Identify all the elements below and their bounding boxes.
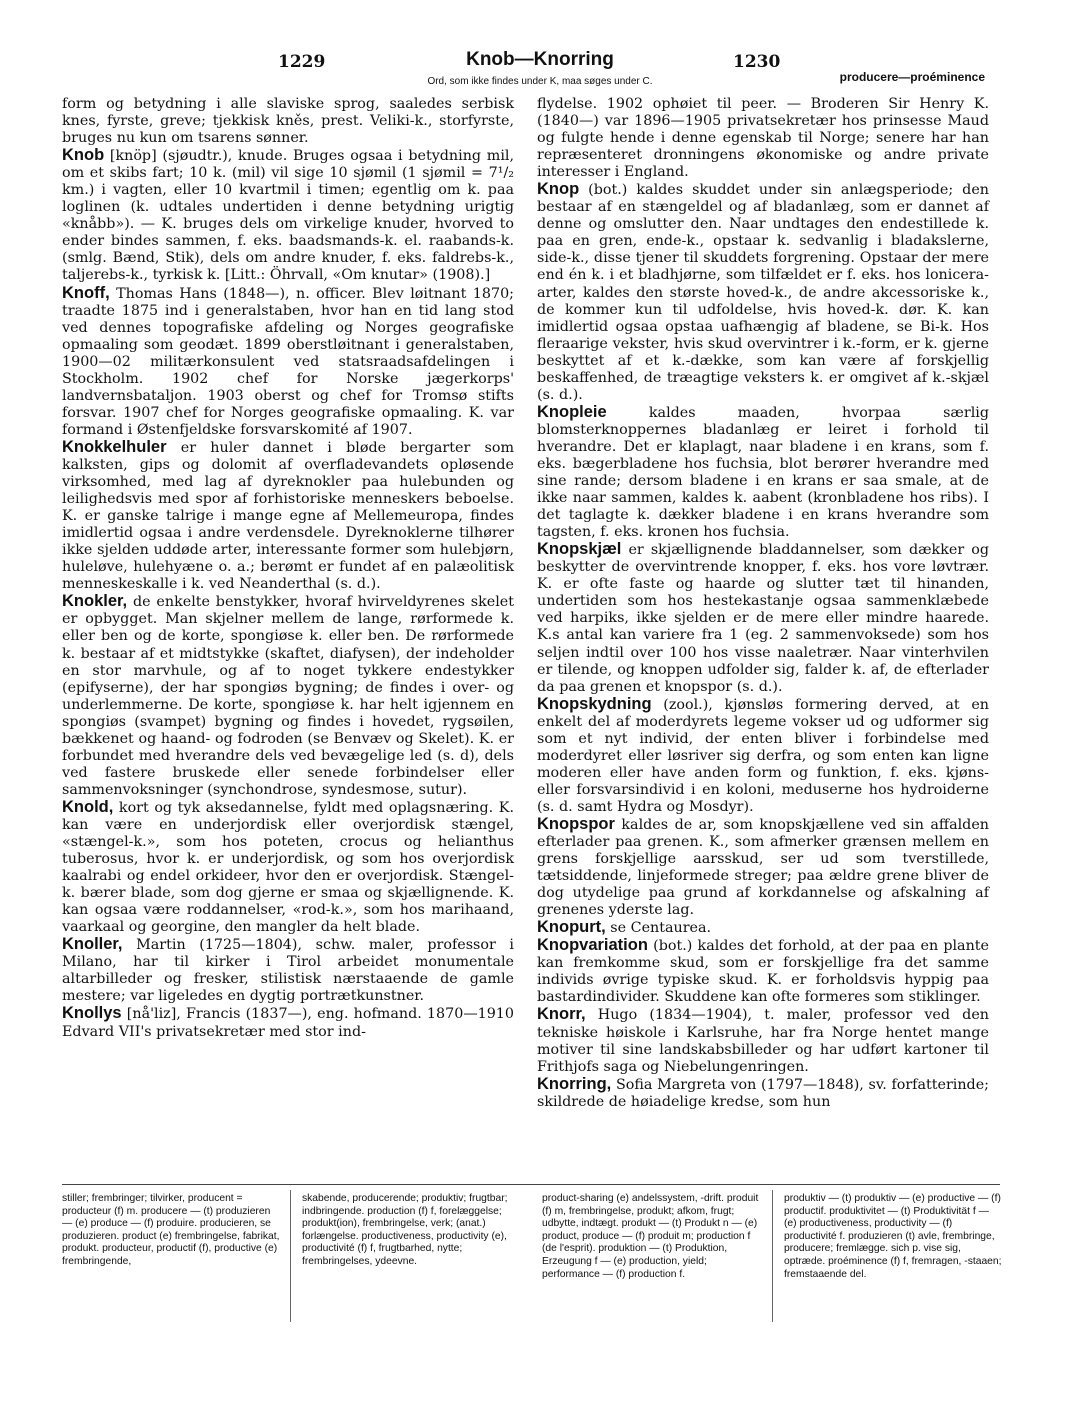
headword: Knold, bbox=[62, 797, 114, 816]
headword: Knoff, bbox=[62, 283, 110, 302]
entry-knopvariation: Knopvariation (bot.) kaldes det forhold, at der paa en plante kan fremkomme skud, som er forskjellige fra det samme individs øvrige typiske skud. K. er forholdsvis hyppig paa bastardindivider. Skuddene kan ofte formeres som stiklinger. bbox=[537, 936, 989, 1006]
glossary-column-4: produktiv — (t) produktiv — (e) productive — (f) productif. produktivitet — (t) Produktivität f — (e) productiveness, productivity — (f) productivité f. produzieren (t) avle, frembringe, producere; fremlægge. sich p. vise sig, optræde. proéminence (f) f, fremragen, -staaen; fremstaaende del. bbox=[784, 1193, 1002, 1280]
headword: Knollys bbox=[62, 1004, 122, 1023]
headword: Knopskjæl bbox=[537, 540, 622, 559]
entry-knopurt: Knopurt, se Centaurea. bbox=[537, 918, 712, 937]
headword: Knopskydning bbox=[537, 694, 652, 713]
page-number-right: 1230 bbox=[733, 52, 781, 72]
headword: Knopleie bbox=[537, 402, 607, 421]
entry-knokkelhuler: Knokkelhuler er huler dannet i bløde bergarter som kalksten, gips og dolomit af overfladevandets opløsende virksomhed, med lag af dyreknokler paa hulebunden og leilighedsvis med spor af forhistoriske menneskers beboelse. K. er ganske talrige i mange egne af Mellemeuropa, findes imidlertid ogsaa i andre verdensdele. Dyreknoklerne tilhører ikke sjelden uddøde arter, interessante former som hulebjørn, huleløve, hulehyæne o. a.; berømt er fundet af en palæolitisk menneskeskalle i k. ved Neanderthal (s. d.). bbox=[62, 437, 514, 593]
right-text-column bbox=[537, 96, 989, 1111]
entry-knorring: Knorring, Sofia Margreta von (1797—1848), sv. forfatterinde; skildrede de høiadelige kredse, som hun bbox=[537, 1074, 989, 1110]
page-number-left: 1229 bbox=[278, 52, 326, 72]
glossary-divider bbox=[62, 1184, 1000, 1185]
entry-knopskydning: Knopskydning (zool.), kjønsløs formering derved, at en enkelt del af moderdyrets legeme vokser ud og udformer sig som et nyt individ, der enten bliver i forbindelse med moderdyret eller løsriver sig derfra, og som enten kan ligne moderen eller have anden form og funktion, f. eks. kjøns- eller forsvarsindivid i en koloni, meduserne hos hydroiderne (s. d. samt Hydra og Mosdyr). bbox=[537, 694, 989, 815]
entry-knorr: Knorr, Hugo (1834—1904), t. maler, professor ved den tekniske høiskole i Karlsruhe, har fra Norge hentet mange motiver til sine landskabsbilleder og har udført kartoner til Frithjofs saga og Niebelungenringen. bbox=[537, 1005, 990, 1075]
headword: Knopvariation bbox=[537, 936, 648, 955]
headword: Knoller, bbox=[62, 935, 123, 954]
left-text-column bbox=[62, 96, 514, 1041]
headword: Knopspor bbox=[537, 814, 615, 833]
entry-knoller: Knoller, Martin (1725—1804), schw. maler, professor i Milano, har til kirker i Tirol arbeidet monumentale altarbilleder og fresker, stilistisk nærstaaende de gamle mestere; var ligeledes en dygtig portrætkunstner. bbox=[62, 935, 515, 1005]
glossary-column-2: skabende, producerende; produktiv; frugtbar; indbringende. production (f) f, forelæggelse; produkt(ion), frembringelse, verk; (anat.) forlængelse. productiveness, productivity (e), productivité (f) f, frugtbarhed, nytte; frembringelses, ydeevne. bbox=[302, 1193, 508, 1267]
column-rule bbox=[290, 1190, 291, 1322]
entry-knollys: Knollys [nå'liz], Francis (1837—), eng. hofmand. 1870—1910 Edvard VII's privatsekretær med stor ind- bbox=[62, 1004, 515, 1040]
glossary-running-head: producere—proéminence bbox=[839, 70, 985, 84]
headword: Knorr, bbox=[537, 1005, 586, 1024]
running-title: Knob—Knorring bbox=[466, 49, 614, 70]
entry-knopskjael: Knopskjæl er skjællignende bladdannelser, som dækker og beskytter de overvintrende knopper, f. eks. hos vore løvtrær. K. er ofte faste og haarde og slutter tæt til hinanden, undertiden som hos hestekastanje ogsaa sammenklæbede ved harpiks, ikke sjelden er de mere eller mindre haarede. K.s antal kan variere fra 1 (eg. 2 sammenvoksede) som hos seljen indtil over 100 hos visse naaletrær. Naar vinterhvilen er tilende, og knoppen udfolder sig, falder k. af, de efterlader da paa grenen et knopspor (s. d.). bbox=[537, 540, 989, 695]
entry-knop: Knop (bot.) kaldes skuddet under sin anlægsperiode; den bestaar af en stængeldel og af bladanlæg, som er dannet af denne og omslutter den. Naar undtages den endestillede k. paa en gren, ende-k., opstaar k. sedvanlig i bladakslerne, side-k., disse tjener til skuddets forgrening. Opstaar der mere end én k. i et bladhjørne, som tilfældet er f. eks. hos lonicera-arter, kaldes den største hoved-k., de andre akcessoriske k., de kommer kun til udfoldelse, hvis hoved-k. dør. K. kan imidlertid ogsaa opstaa uafhængig af bladene, se Bi-k. Hos fleraarige vekster, hvis skud overvintrer i k.-form, er k. gjerne beskyttet af et k.-dække, som kan være af forskjellig beskaffenhed, de træagtige veksters k. er omgivet af k.-skjæl (s. d.). bbox=[537, 180, 989, 403]
headword: Knop bbox=[537, 180, 580, 199]
entry-knokler: Knokler, de enkelte benstykker, hvoraf hvirveldyrenes skelet er opbygget. Man skjelner mellem de lange, rørformede k. eller ben og de korte, spongiøse k. eller ben. De rørformede k. bestaar af et midtstykke (skaftet, diafysen), der indeholder en stor marvhule, og af to noget tykkere endestykker (epifyserne), der har spongiøs bygning; de findes i over- og underlemmerne. De korte, spongiøse k. har helt igjennem en spongiøs (svampet) bygning og findes i hovedet, rygsøilen, bækkenet og haand- og fodroden (se Benvæv og Skelet). K. er forbundet med hverandre dels ved bevægelige led (s. d), dels ved fastere bruskede eller senede forbindelser eller sammenvoksninger (synchondrose, syndesmose, sutur). bbox=[62, 592, 514, 798]
entry-knopleie: Knopleie kaldes maaden, hvorpaa særlig blomsterknoppernes bladanlæg er leiret i forhold til hverandre. Det er klaplagt, naar bladene i en krans, som f. eks. bægerbladene hos fuchsia, blot berører hverandre med sine rande; dersom bladene i en krans er saa smale, at de ikke naar sammen, kaldes k. aabent (kronbladene hos ribs). I det taglagte k. dækker bladene i en krans hverandre som tagsten, f. eks. kronen hos fuchsia. bbox=[537, 402, 989, 541]
headword: Knokler, bbox=[62, 592, 128, 611]
column-rule bbox=[772, 1190, 773, 1322]
headword: Knopurt, bbox=[537, 918, 606, 937]
running-subtitle: Ord, som ikke findes under K, maa søges under C. bbox=[427, 76, 653, 87]
glossary-column-1: stiller; frembringer; tilvirker, producent = producteur (f) m. producere — (t) produzieren — (e) produce — (f) produire. producieren, se produzieren. product (e) frembringelse, fabrikat, produkt. producteur, productif (f), productive (e) frembringende, bbox=[62, 1193, 280, 1267]
headword: Knob bbox=[62, 146, 105, 165]
glossary-column-3: product-sharing (e) andelssystem, -drift. produit (f) m, frembringelse, produkt; afkom, frugt; udbytte, indtægt. produkt — (t) Produkt n — (e) product, produce — (f) produit m; production f (de l'esprit). produktion — (t) Produktion, Erzeugung f — (e) production, yield; performance — (f) production f. bbox=[542, 1193, 759, 1280]
entry-knoff: Knoff, Thomas Hans (1848—), n. officer. Blev løitnant 1870; traadte 1875 ind i generalstaben, hvor han en tid lang stod ved dennes topografiske afdeling og Norges geografiske opmaaling som geodæt. 1899 oberstløitnant i generalstaben, 1900—02 militærkonsulent ved statsraadsafdelingen i Stockholm. 1902 chef for Norske jægerkorps' landvernsbataljon. 1903 oberst og chef for Tromsø stifts forsvar. 1907 chef for Norges geografiske opmaaling. K. var formand i Østenfjeldske forsvarskomité af 1907. bbox=[62, 283, 514, 438]
entry-knold: Knold, kort og tyk aksedannelse, fyldt med oplagsnæring. K. kan være en underjordisk eller overjordisk stængel, «stængel-k.», som hos poteten, crocus og helianthus tuberosus, hvor k. er underjordisk, og som hos overjordisk kaalrabi og endel orkideer, hvor den er overjordisk. Stængel-k. bærer blade, som dog gjerne er smaa og skjællignende. K. kan ogsaa være roddannelser, «rod-k.», som hos marihaand, vaarkaal og georgine, den mangler da helt blade. bbox=[62, 797, 514, 936]
entry-knob: Knob [knöp] (sjøudtr.), knude. Bruges ogsaa i betydning mil, om et skibs fart; 10 k. (mil) vil sige 10 sjømil (1 sjømil = 7¹/₂ km.) i vagten, eller 10 kvartmil i timen; egentlig om k. paa loglinen (k. udtales undertiden i denne betydning urigtig «knåbb»). — K. bruges dels om virkelige knuder, hvorved to ender bindes sammen, f. eks. baadsmands-k. el. raabands-k. (smlg. Bænd, Stik), dels om andre knuder, f. eks. faldrebs-k., taljerebs-k., tyrkisk k. [Litt.: Öhrvall, «Om knutar» (1908).] bbox=[62, 146, 515, 284]
headword: Knokkelhuler bbox=[62, 437, 167, 456]
entry-continuation: flydelse. 1902 ophøiet til peer. — Broderen Sir Henry K. (1840—) var 1896—1905 privatsekretær hos prinsesse Maud og fulgte hende i denne egenskab til Norge; senere har han repræsenteret dronningens økonomiske og andre private interesser i England. bbox=[537, 96, 989, 181]
entry-continuation: form og betydning i alle slaviske sprog, saaledes serbisk knes, fyrste, greve; tjekkisk kněs, prest. Veliki-k., storfyrste, bruges nu kun om tsarens sønner. bbox=[62, 96, 514, 147]
headword: Knorring, bbox=[537, 1074, 612, 1093]
entry-knopspor: Knopspor kaldes de ar, som knopskjællene ved sin affalden efterlader paa grenen. K., som afmerker grænsen mellem en grens forskjellige aarsskud, ser ud som tverstillede, tætsiddende, linjeformede streger; paa ældre grene bliver de dog utydelige paa grund af korkdannelse og afskalning af grenenes yderste lag. bbox=[537, 814, 989, 919]
